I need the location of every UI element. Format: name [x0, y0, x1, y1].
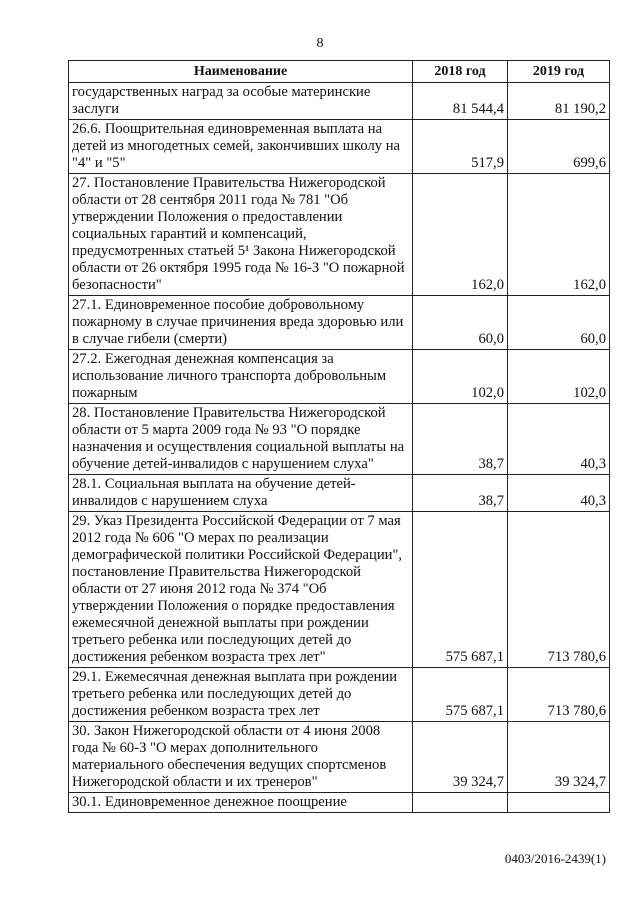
header-name: Наименование	[69, 61, 413, 83]
table-row	[69, 793, 610, 813]
table-row	[69, 404, 610, 475]
row-value-2019: 713 780,6	[508, 668, 610, 722]
row-value-2018: 575 687,1	[413, 512, 508, 668]
table-row	[69, 296, 610, 350]
table-row	[69, 668, 610, 722]
row-name: 28. Постановление Правительства Нижегородской области от 5 марта 2009 года № 93 "О порядке назначения и осуществления социальной выплаты на обучение детей-инвалидов с нарушением слуха"	[69, 404, 413, 475]
row-value-2018: 38,7	[413, 475, 508, 512]
header-2019: 2019 год	[508, 61, 610, 83]
row-value-2019: 699,6	[508, 120, 610, 174]
row-value-2018: 517,9	[413, 120, 508, 174]
row-name: государственных наград за особые материнские заслуги	[69, 83, 413, 120]
row-name: 26.6. Поощрительная единовременная выплата на детей из многодетных семей, закончивших школу на "4" и "5"	[69, 120, 413, 174]
row-value-2018: 162,0	[413, 174, 508, 296]
row-value-2018	[413, 793, 508, 813]
row-value-2019: 40,3	[508, 404, 610, 475]
row-name: 27.2. Ежегодная денежная компенсация за использование личного транспорта добровольным пожарным	[69, 350, 413, 404]
row-value-2019	[508, 793, 610, 813]
row-value-2019: 40,3	[508, 475, 610, 512]
row-value-2019: 39 324,7	[508, 722, 610, 793]
document-code: 0403/2016-2439(1)	[504, 851, 606, 866]
table-row	[69, 512, 610, 668]
row-value-2019: 60,0	[508, 296, 610, 350]
budget-table	[68, 60, 610, 813]
table-row	[69, 350, 610, 404]
table-row	[69, 120, 610, 174]
row-name: 29.1. Ежемесячная денежная выплата при рождении третьего ребенка или последующих детей до достижения ребенком возраста трех лет	[69, 668, 413, 722]
row-value-2018: 575 687,1	[413, 668, 508, 722]
row-value-2018: 81 544,4	[413, 83, 508, 120]
row-value-2018: 102,0	[413, 350, 508, 404]
header-2018: 2018 год	[413, 61, 508, 83]
table-row	[69, 174, 610, 296]
row-value-2019: 162,0	[508, 174, 610, 296]
table-header-row	[69, 61, 610, 83]
row-name: 27.1. Единовременное пособие добровольному пожарному в случае причинения вреда здоровью или в случае гибели (смерти)	[69, 296, 413, 350]
page-number: 8	[316, 36, 324, 51]
row-name: 29. Указ Президента Российской Федерации от 7 мая 2012 года № 606 "О мерах по реализации демографической политики Российской Федерации", постановление Правительства Нижегородской области от 27 июня 2012 года № 374 "Об утверждении Положения о порядке предоставления ежемесячной денежной выплаты при рождении третьего ребенка или последующих детей до достижения ребенком возраста трех лет"	[69, 512, 413, 668]
table-row	[69, 83, 610, 120]
row-name: 30.1. Единовременное денежное поощрение	[69, 793, 413, 813]
row-value-2019: 713 780,6	[508, 512, 610, 668]
row-value-2019: 102,0	[508, 350, 610, 404]
row-value-2018: 38,7	[413, 404, 508, 475]
table-row	[69, 475, 610, 512]
row-value-2018: 39 324,7	[413, 722, 508, 793]
row-value-2018: 60,0	[413, 296, 508, 350]
row-name: 30. Закон Нижегородской области от 4 июня 2008 года № 60-З "О мерах дополнительного материального обеспечения ведущих спортсменов Нижегородской области и их тренеров"	[69, 722, 413, 793]
row-name: 27. Постановление Правительства Нижегородской области от 28 сентября 2011 года № 781 "Об утверждении Положения о предоставлении социальных гарантий и компенсаций, предусмотренных статьей 5¹ Закона Нижегородской области от 26 октября 1995 года № 16-З "О пожарной безопасности"	[69, 174, 413, 296]
row-value-2019: 81 190,2	[508, 83, 610, 120]
table-row	[69, 722, 610, 793]
row-name: 28.1. Социальная выплата на обучение детей-инвалидов с нарушением слуха	[69, 475, 413, 512]
